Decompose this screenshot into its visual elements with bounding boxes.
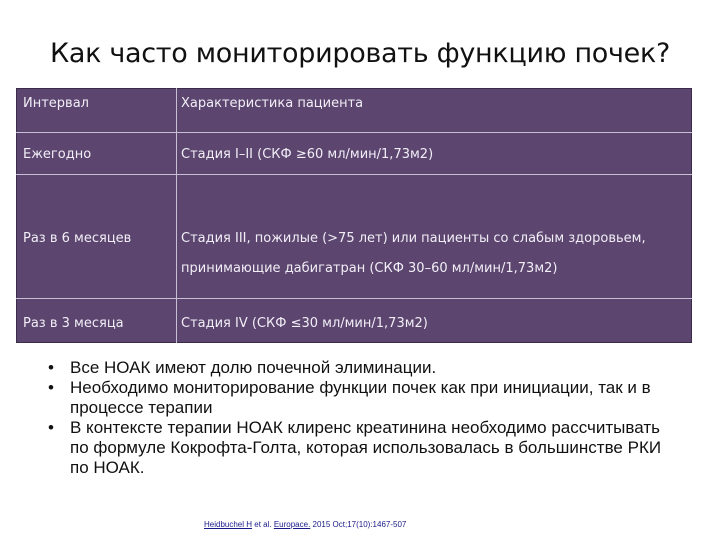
bullet-list: [48, 358, 678, 478]
bullet-item: • Все НОАК имеют долю почечной элиминации.: [48, 358, 678, 378]
bullet-item: • Необходимо мониторирование функции почек как при инициации, так и в процессе терапии: [48, 378, 678, 418]
row-description-line: Стадия III, пожилые (>75 лет) или пациенты со слабым здоровьем,: [181, 231, 646, 246]
reference-mid: et al.: [252, 520, 274, 529]
row-interval: Ежегодно: [17, 133, 177, 175]
bullet-item: • В контексте терапии НОАК клиренс креатинина необходимо рассчитывать по формуле Кокрофта-Голта, которая использовалась в большинстве РКИ по НОАК.: [48, 418, 678, 478]
table-row: [17, 175, 692, 299]
row-interval: Раз в 6 месяцев: [17, 175, 177, 299]
reference-journal-link[interactable]: Europace.: [273, 520, 311, 529]
page-title: Как часто мониторировать функцию почек?: [49, 38, 671, 69]
reference-author-link[interactable]: Heidbuchel H: [204, 520, 253, 529]
table-row: [17, 133, 692, 175]
row-interval: Раз в 3 месяца: [23, 316, 124, 331]
reference-citation: [204, 520, 406, 529]
row-description-line: принимающие дабигатран (СКФ 30–60 мл/мин/1,73м2): [181, 261, 558, 276]
table-header-row: [17, 89, 692, 133]
row-description: [177, 175, 692, 299]
row-description-line: Стадия IV (СКФ ≤30 мл/мин/1,73м2): [181, 316, 428, 331]
monitoring-table: [16, 88, 692, 343]
row-description: [177, 133, 692, 175]
row-description-line: Стадия I–II (СКФ ≥60 мл/мин/1,73м2): [181, 147, 434, 162]
table-row: [17, 299, 692, 343]
row-description: [177, 299, 692, 343]
header-interval: Интервал: [17, 89, 177, 133]
reference-details: 2015 Oct;17(10):1467-507: [310, 520, 407, 529]
header-patient-characteristic: Характеристика пациента: [177, 89, 692, 133]
